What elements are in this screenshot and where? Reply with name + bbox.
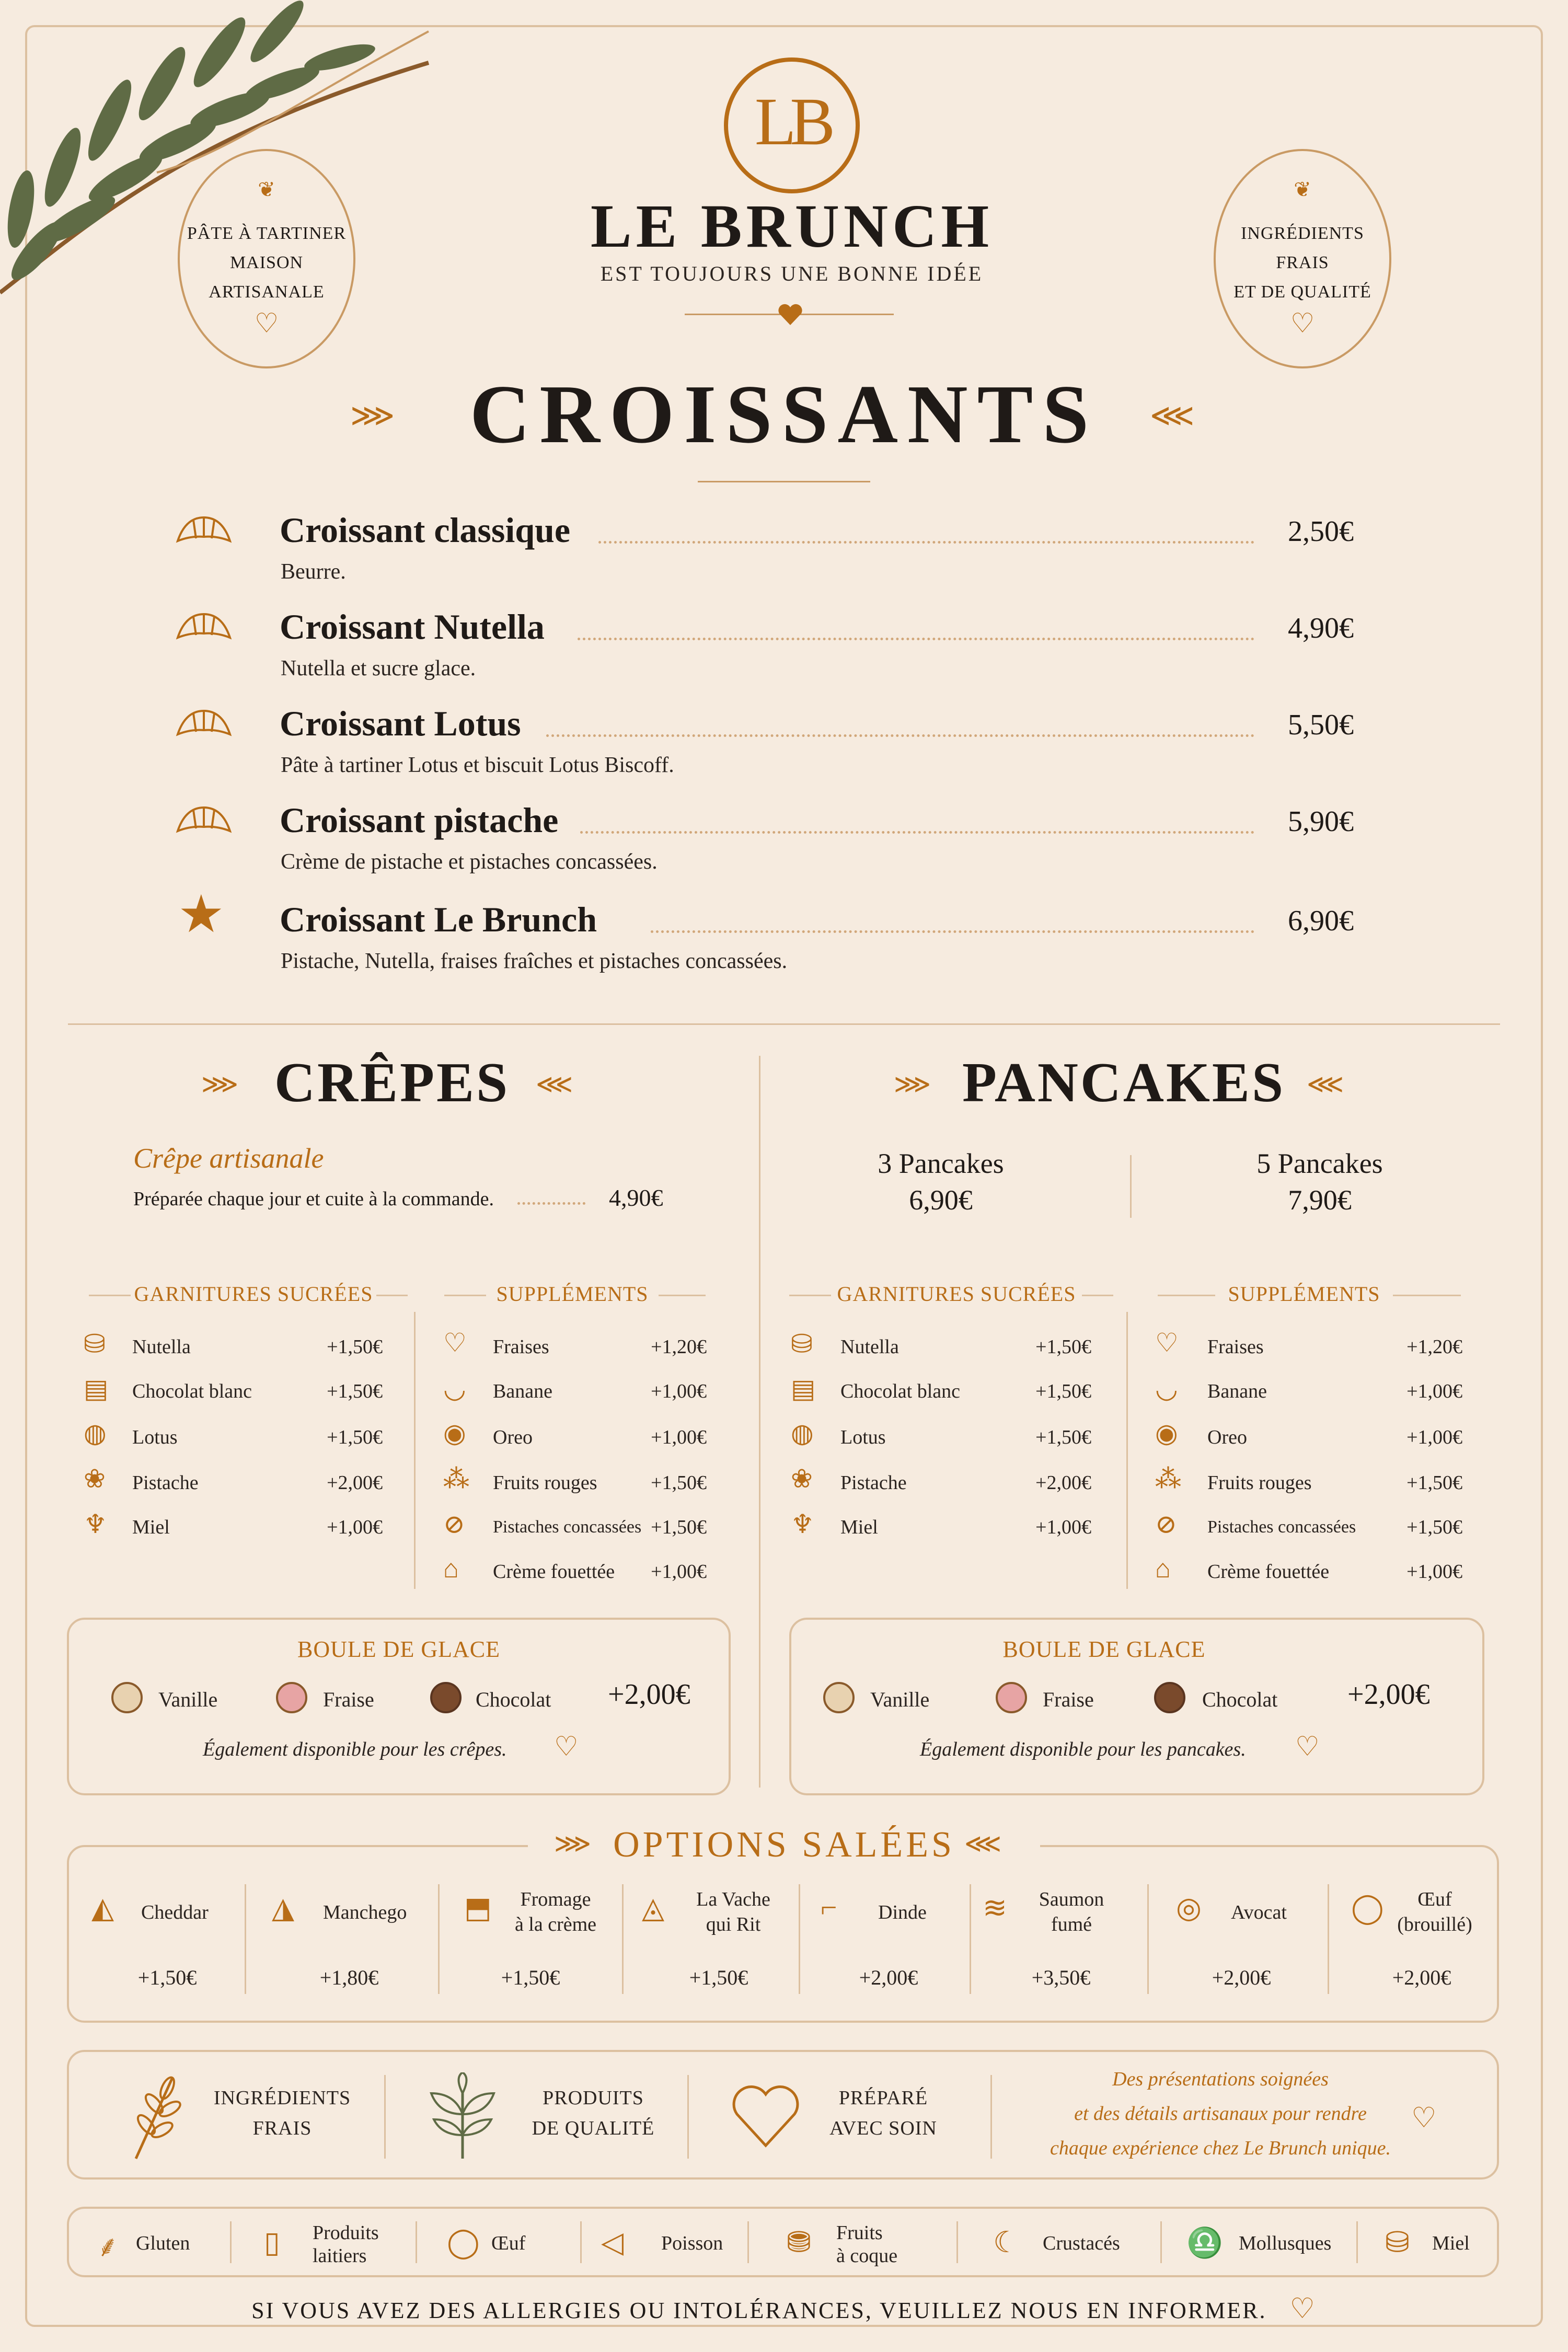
egg-icon: ◯: [1351, 1892, 1384, 1924]
supplement-name: Pistaches concassées: [493, 1517, 642, 1537]
heart-icon: [777, 303, 803, 326]
badge-left-line-3: ARTISANALE: [209, 282, 325, 302]
feature-note-line: et des détails artisanaux pour rendre: [1074, 2103, 1367, 2125]
leader-dots: [517, 1202, 585, 1205]
wheat-icon: [125, 2072, 183, 2161]
allergen-divider: [230, 2221, 232, 2263]
feature-line: PRÉPARÉ: [838, 2087, 928, 2109]
option-price: +2,00€: [859, 1966, 918, 1989]
supplement-name: Pistaches concassées: [1207, 1517, 1356, 1537]
option-name: [689, 1887, 778, 1937]
option-divider: [438, 1884, 440, 1994]
divider-line: [659, 1295, 706, 1296]
supplement-price: +1,00€: [651, 1426, 707, 1448]
salmon-icon: ≋: [983, 1892, 1007, 1924]
allergen-divider: [416, 2221, 417, 2263]
garniture-price: +1,00€: [327, 1516, 383, 1538]
divider-line: [1082, 1295, 1113, 1296]
croissant-price: 5,50€: [1288, 709, 1354, 741]
supplement-name: Fraises: [493, 1336, 549, 1358]
garniture-name: Chocolat blanc: [132, 1380, 252, 1402]
savory-options-box: [67, 1845, 1499, 2023]
crepe-artisanal-desc: Préparée chaque jour et cuite à la commande.: [133, 1188, 494, 1210]
heart-outline-icon: ♡: [1411, 2102, 1437, 2134]
chocolate-icon: ▤: [84, 1374, 109, 1403]
pancake-option-label: 3 Pancakes: [878, 1148, 1004, 1179]
honey-dipper-icon: ♆: [791, 1509, 814, 1539]
nuts-icon: ⊘: [443, 1509, 465, 1539]
honey-dipper-icon: ♆: [84, 1509, 107, 1539]
badge-homemade-spread: [178, 149, 355, 368]
feature-divider: [990, 2075, 992, 2159]
option-divider: [1328, 1884, 1329, 1994]
wheat-icon: ❦: [1294, 178, 1311, 201]
croissant-price: 4,90€: [1288, 612, 1354, 644]
garniture-name: Nutella: [840, 1336, 899, 1358]
option-name-line: fumé: [1051, 1913, 1092, 1935]
allergen-name: [313, 2221, 379, 2267]
cookie-icon: ◉: [443, 1419, 466, 1448]
garnitures-title: GARNITURES SUCRÉES: [134, 1282, 373, 1306]
chocolate-scoop-icon: [430, 1682, 462, 1713]
option-name-line: à la crème: [514, 1913, 597, 1935]
croissant-desc: Beurre.: [281, 560, 346, 584]
supplement-price: +1,00€: [1406, 1380, 1462, 1402]
jar-icon: ⛁: [791, 1329, 813, 1358]
supplement-name: Banane: [1207, 1380, 1267, 1402]
leader-dots: [580, 831, 1254, 834]
allergen-name: Poisson: [661, 2232, 723, 2254]
option-price: +1,50€: [689, 1966, 748, 1989]
divider-line: [1393, 1295, 1461, 1296]
croissant-icon: [175, 612, 233, 643]
turkey-icon: ⌐: [821, 1892, 837, 1924]
brand-tagline: EST TOUJOURS UNE BONNE IDÉE: [600, 262, 984, 285]
option-name-line: (brouillé): [1397, 1913, 1472, 1935]
biscuit-icon: ◍: [791, 1419, 814, 1448]
supplement-price: +1,50€: [1406, 1516, 1462, 1538]
croissant-name: Croissant pistache: [280, 800, 559, 840]
option-name: Manchego: [323, 1901, 407, 1923]
biscuit-icon: ◍: [84, 1419, 107, 1448]
leader-dots: [598, 541, 1254, 544]
nut-jar-icon: ⛃: [787, 2227, 811, 2259]
feature-divider: [384, 2075, 386, 2159]
heart-outline-icon: ♡: [254, 309, 279, 339]
feature-divider: [687, 2075, 689, 2159]
flavor-name: Fraise: [1043, 1688, 1094, 1711]
honey-jar-icon: ⛁: [1385, 2227, 1410, 2259]
wheat-icon: ❦: [258, 178, 275, 201]
badge-left-line-2: MAISON: [229, 253, 304, 272]
allergen-name-line: Produits: [313, 2222, 379, 2244]
option-price: +1,50€: [501, 1966, 560, 1989]
supplement-name: Crème fouettée: [493, 1561, 615, 1583]
croissant-price: 5,90€: [1288, 805, 1354, 838]
garniture-price: +1,50€: [1035, 1380, 1091, 1402]
allergen-name-line: Fruits: [836, 2222, 883, 2244]
feature-label: [199, 2083, 366, 2143]
berries-icon: ⁂: [443, 1464, 469, 1493]
option-name: [1035, 1887, 1108, 1937]
badge-left-line-1: PÂTE À TARTINER: [187, 224, 347, 243]
divider-line: [89, 1295, 131, 1296]
option-price: +2,00€: [1392, 1966, 1451, 1989]
badge-right-line-1: INGRÉDIENTS: [1241, 224, 1364, 243]
supplement-name: Fruits rouges: [1207, 1472, 1312, 1494]
allergen-divider: [1356, 2221, 1358, 2263]
garniture-price: +1,50€: [1035, 1426, 1091, 1448]
supplement-price: +1,00€: [651, 1561, 707, 1583]
ice-cream-price: +2,00€: [1347, 1678, 1430, 1711]
ice-cream-title: BOULE DE GLACE: [297, 1636, 500, 1662]
banana-icon: ◡: [443, 1374, 466, 1403]
badge-right-line-2: FRAIS: [1276, 253, 1329, 272]
option-price: +2,00€: [1212, 1966, 1271, 1989]
supplement-name: Banane: [493, 1380, 552, 1402]
shrimp-icon: ☾: [993, 2227, 1020, 2259]
feature-label: [800, 2083, 967, 2143]
feature-note-line: chaque expérience chez Le Brunch unique.: [1050, 2137, 1391, 2159]
crepe-artisanal-price: 4,90€: [609, 1184, 663, 1211]
ice-cream-price: +2,00€: [608, 1678, 690, 1711]
croissant-name: Croissant Lotus: [280, 704, 521, 743]
shell-icon: ♎: [1186, 2227, 1223, 2259]
garniture-price: +1,50€: [327, 1426, 383, 1448]
leader-dots: [546, 734, 1254, 737]
wheat-left-icon: ⋙: [201, 1069, 239, 1099]
garniture-price: +1,00€: [1035, 1516, 1091, 1538]
wheat-icon: ⸙: [97, 2231, 119, 2263]
option-divider: [622, 1884, 624, 1994]
supplement-name: Crème fouettée: [1207, 1561, 1330, 1583]
croissant-name: Croissant classique: [280, 510, 571, 550]
allergen-divider: [1160, 2221, 1162, 2263]
milk-icon: ▯: [264, 2227, 280, 2259]
divider-line: [789, 1295, 831, 1296]
garniture-name: Miel: [132, 1516, 170, 1538]
option-price: +1,50€: [137, 1966, 197, 1989]
sub-column-divider: [1126, 1312, 1128, 1589]
flavor-name: Chocolat: [1202, 1688, 1278, 1711]
croissant-name-signature: Croissant Le Brunch: [280, 900, 597, 939]
option-divider: [245, 1884, 246, 1994]
garniture-price: +1,50€: [327, 1380, 383, 1402]
supplement-price: +1,50€: [651, 1472, 707, 1494]
logo-emblem: [724, 57, 860, 193]
option-divider: [799, 1884, 800, 1994]
berries-icon: ⁂: [1155, 1464, 1181, 1493]
option-divider: [1130, 1155, 1132, 1218]
feature-note: [996, 2062, 1445, 2165]
croissant-price: 6,90€: [1288, 905, 1354, 937]
cheese-icon: ◭: [91, 1892, 114, 1924]
heart-outline-icon: ♡: [1290, 309, 1315, 339]
pancakes-title: PANCAKES: [962, 1052, 1286, 1114]
feature-label: [510, 2083, 677, 2143]
strawberry-icon: ♡: [1155, 1328, 1179, 1357]
vanilla-scoop-icon: [111, 1682, 143, 1713]
crepe-artisanal-name: Crêpe artisanale: [133, 1143, 324, 1174]
croissants-divider: [698, 481, 870, 482]
option-name: [506, 1887, 605, 1937]
supplement-name: Oreo: [493, 1426, 533, 1448]
croissant-desc: Pâte à tartiner Lotus et biscuit Lotus Biscoff.: [281, 753, 674, 777]
wheat-left-icon: ⋙: [350, 398, 395, 433]
garniture-name: Lotus: [132, 1426, 178, 1448]
wheat-left-icon: ⋙: [554, 1829, 592, 1858]
sprout-icon: [429, 2072, 497, 2161]
heart-icon: [732, 2083, 800, 2151]
option-name: Cheddar: [141, 1901, 209, 1923]
allergen-name: Crustacés: [1043, 2232, 1120, 2254]
fish-icon: ◁: [601, 2227, 624, 2259]
supplement-name: Fraises: [1207, 1336, 1264, 1358]
option-name: Dinde: [878, 1901, 927, 1923]
pistachio-icon: ❀: [84, 1464, 106, 1493]
feature-line: PRODUITS: [543, 2087, 644, 2109]
croissant-name: Croissant Nutella: [280, 607, 545, 647]
option-name-line: qui Rit: [706, 1913, 761, 1935]
allergen-name: Mollusques: [1239, 2232, 1332, 2254]
savory-options-title: OPTIONS SALÉES: [613, 1825, 955, 1865]
heart-outline-icon: ♡: [1289, 2293, 1317, 2324]
croissants-title: CROISSANTS: [469, 367, 1099, 460]
cream-icon: ⌂: [1155, 1554, 1171, 1583]
heart-outline-icon: ♡: [554, 1732, 579, 1762]
allergen-name-line: à coque: [836, 2245, 898, 2267]
garniture-name: Lotus: [840, 1426, 886, 1448]
strawberry-icon: ♡: [443, 1328, 467, 1357]
strawberry-scoop-icon: [996, 1682, 1027, 1713]
vanilla-scoop-icon: [823, 1682, 855, 1713]
egg-icon: ◯: [447, 2227, 480, 2259]
chocolate-icon: ▤: [791, 1374, 816, 1403]
logo-letters: LB: [754, 84, 829, 159]
crepes-title: CRÊPES: [274, 1052, 510, 1114]
feature-line: DE QUALITÉ: [532, 2117, 655, 2139]
allergen-name: Miel: [1432, 2232, 1470, 2254]
avocado-icon: ◎: [1176, 1892, 1202, 1924]
strawberry-scoop-icon: [276, 1682, 307, 1713]
flavor-name: Vanille: [870, 1688, 930, 1711]
wheat-right-icon: ⋘: [536, 1069, 573, 1099]
flavor-name: Chocolat: [476, 1688, 551, 1711]
divider-line: [376, 1295, 408, 1296]
option-divider: [1147, 1884, 1149, 1994]
allergen-divider: [956, 2221, 958, 2263]
option-price: +3,50€: [1031, 1966, 1091, 1989]
garnitures-title: GARNITURES SUCRÉES: [837, 1282, 1076, 1306]
croissant-icon: [175, 805, 233, 836]
croissant-price: 2,50€: [1288, 515, 1354, 548]
feature-note-line: Des présentations soignées: [1112, 2068, 1329, 2090]
wheat-right-icon: ⋘: [1307, 1069, 1344, 1099]
column-divider: [759, 1056, 760, 1788]
brand-name: LE BRUNCH: [590, 192, 994, 260]
leader-dots: [651, 930, 1254, 933]
option-name: [1393, 1887, 1477, 1937]
supplement-price: +1,20€: [1406, 1336, 1462, 1358]
option-name: Avocat: [1231, 1901, 1287, 1923]
supplement-price: +1,00€: [651, 1380, 707, 1402]
heart-outline-icon: ♡: [1295, 1732, 1320, 1762]
supplements-title: SUPPLÉMENTS: [1228, 1282, 1380, 1306]
badge-fresh-ingredients: [1214, 149, 1391, 368]
option-name-line: Œuf: [1417, 1888, 1452, 1910]
supplement-price: +1,20€: [651, 1336, 707, 1358]
croissant-desc: Crème de pistache et pistaches concassées.: [281, 850, 658, 874]
pancake-option-price: 7,90€: [1288, 1184, 1352, 1216]
supplement-name: Fruits rouges: [493, 1472, 597, 1494]
pancake-option-label: 5 Pancakes: [1256, 1148, 1383, 1179]
flavor-name: Fraise: [323, 1688, 374, 1711]
allergen-divider: [580, 2221, 582, 2263]
option-divider: [970, 1884, 971, 1994]
cookie-icon: ◉: [1155, 1419, 1178, 1448]
option-name-line: Saumon: [1039, 1888, 1104, 1910]
supplement-name: Oreo: [1207, 1426, 1247, 1448]
allergy-notice-text: SI VOUS AVEZ DES ALLERGIES OU INTOLÉRANCES, VEUILLEZ NOUS EN INFORMER.: [251, 2298, 1267, 2323]
allergen-name: Œuf: [491, 2232, 526, 2254]
cheese-portion-icon: ◬: [642, 1892, 665, 1924]
wheat-right-icon: ⋘: [964, 1829, 1002, 1858]
sub-column-divider: [414, 1312, 416, 1589]
ice-cream-title: BOULE DE GLACE: [1002, 1636, 1206, 1662]
option-name-line: La Vache: [696, 1888, 770, 1910]
garniture-price: +1,50€: [327, 1336, 383, 1358]
garniture-name: Nutella: [132, 1336, 191, 1358]
supplement-price: +1,50€: [1406, 1472, 1462, 1494]
wheat-right-icon: ⋘: [1150, 398, 1195, 433]
garniture-name: Miel: [840, 1516, 878, 1538]
feature-line: INGRÉDIENTS: [213, 2087, 351, 2109]
ice-cream-note: Également disponible pour les crêpes.: [203, 1738, 507, 1760]
jar-icon: ⛁: [84, 1329, 106, 1358]
supplements-title: SUPPLÉMENTS: [496, 1282, 649, 1306]
allergy-notice: [0, 2292, 1568, 2325]
star-icon: ★: [178, 885, 225, 943]
croissant-icon: [175, 515, 233, 546]
croissant-icon: [175, 708, 233, 740]
pancake-option-price: 6,90€: [909, 1184, 973, 1216]
cream-cheese-icon: ⬒: [464, 1892, 492, 1924]
wheat-left-icon: ⋙: [894, 1069, 931, 1099]
allergen-name: [836, 2221, 897, 2267]
supplement-price: +1,50€: [651, 1516, 707, 1538]
garniture-price: +1,50€: [1035, 1336, 1091, 1358]
garniture-price: +2,00€: [327, 1472, 383, 1494]
allergen-name: Gluten: [136, 2232, 190, 2254]
ice-cream-note: Également disponible pour les pancakes.: [920, 1738, 1246, 1760]
banana-icon: ◡: [1155, 1374, 1178, 1403]
badge-right-line-3: ET DE QUALITÉ: [1233, 282, 1371, 302]
garniture-price: +2,00€: [1035, 1472, 1091, 1494]
section-divider: [68, 1023, 1500, 1025]
leader-dots: [578, 638, 1254, 640]
allergen-name-line: laitiers: [313, 2245, 367, 2267]
garniture-name: Chocolat blanc: [840, 1380, 960, 1402]
divider-line: [1158, 1295, 1215, 1296]
nuts-icon: ⊘: [1155, 1509, 1177, 1539]
chocolate-scoop-icon: [1154, 1682, 1185, 1713]
option-name-line: Fromage: [520, 1888, 591, 1910]
feature-line: FRAIS: [252, 2117, 312, 2139]
croissant-desc: Pistache, Nutella, fraises fraîches et pistaches concassées.: [281, 949, 788, 973]
supplement-price: +1,00€: [1406, 1426, 1462, 1448]
option-price: +1,80€: [319, 1966, 379, 1989]
divider-line: [444, 1295, 486, 1296]
supplement-price: +1,00€: [1406, 1561, 1462, 1583]
croissant-desc: Nutella et sucre glace.: [281, 656, 476, 681]
feature-line: AVEC SOIN: [829, 2117, 937, 2139]
cream-icon: ⌂: [443, 1554, 459, 1583]
cheese-wedge-icon: ◮: [272, 1892, 295, 1924]
pistachio-icon: ❀: [791, 1464, 813, 1493]
allergen-divider: [747, 2221, 749, 2263]
flavor-name: Vanille: [158, 1688, 218, 1711]
garniture-name: Pistache: [840, 1472, 907, 1494]
garniture-name: Pistache: [132, 1472, 199, 1494]
